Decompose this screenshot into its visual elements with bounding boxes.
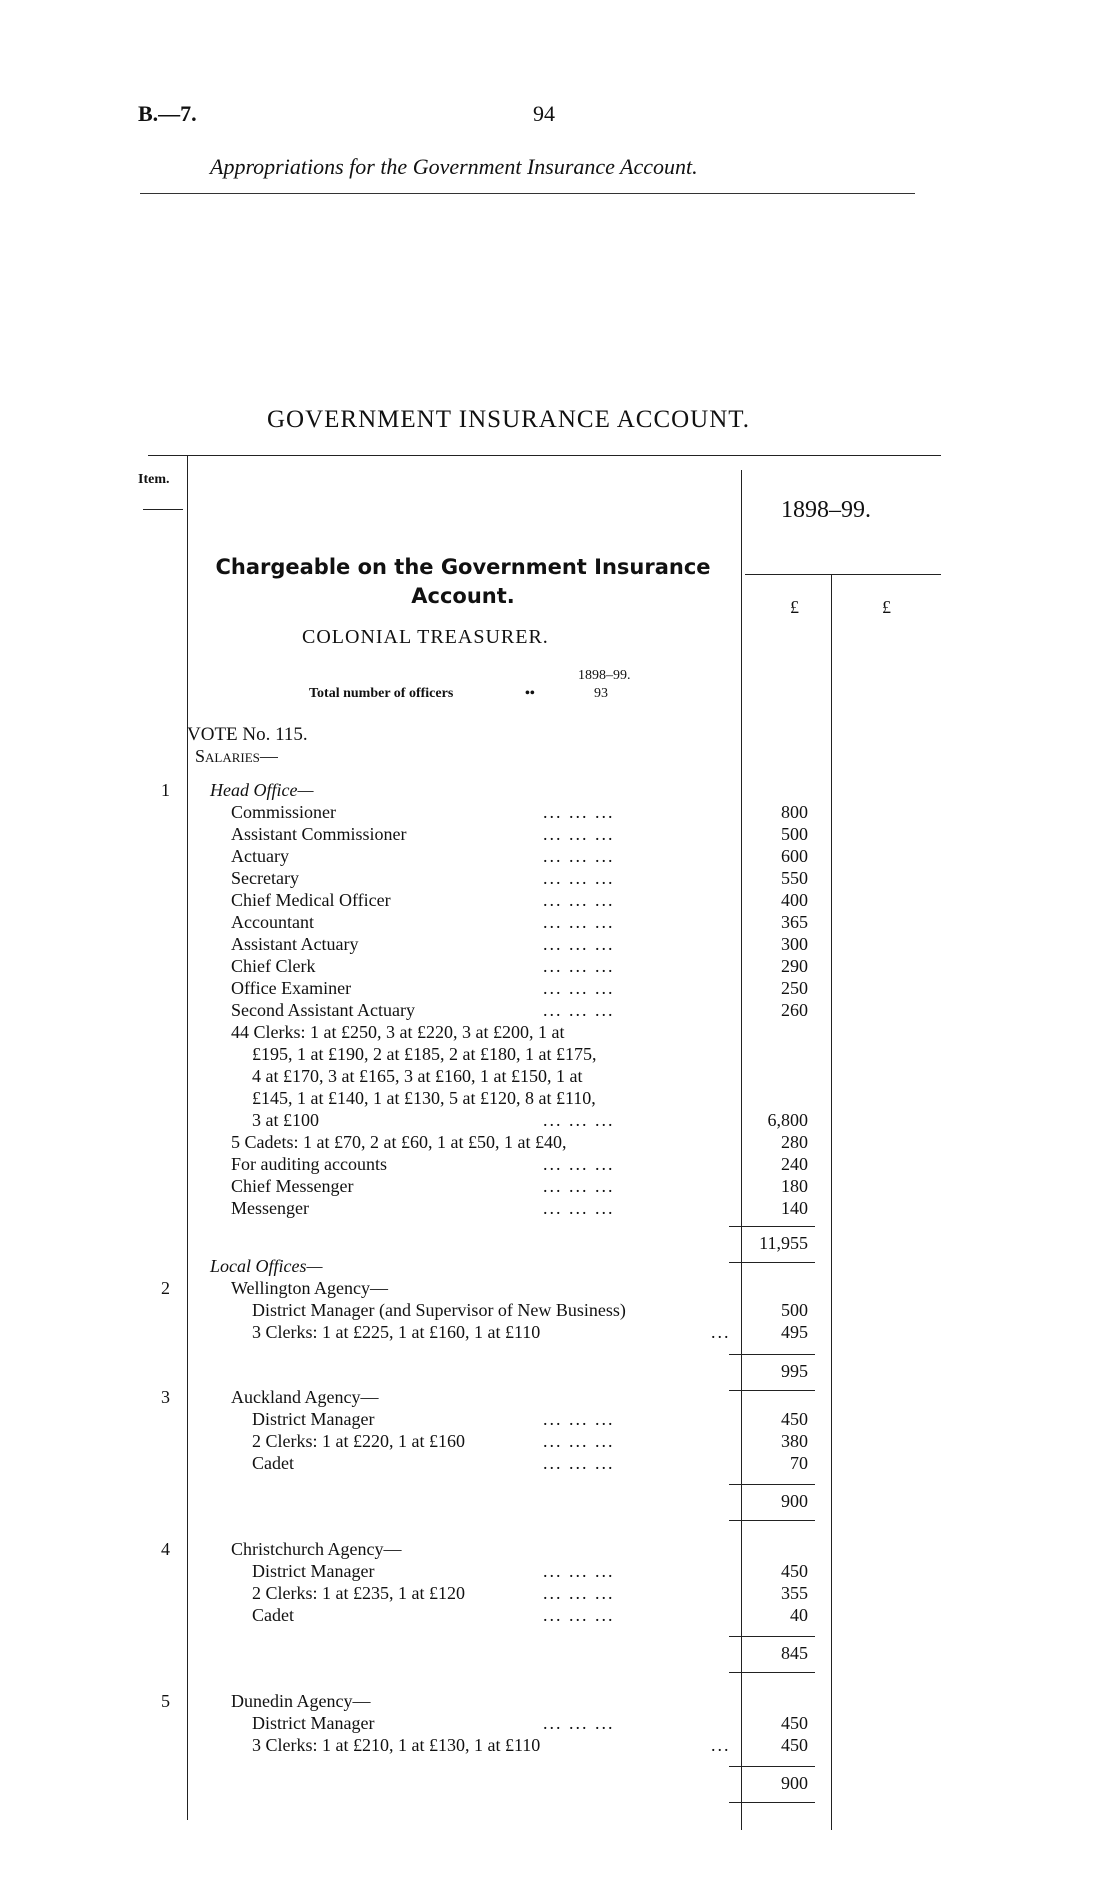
list-item: Secretary [231,868,299,888]
officers-leader: •• [525,686,535,701]
amount-cell: 495 [781,1322,808,1342]
total-rule [729,1802,815,1803]
amount-cell: 260 [781,1000,808,1020]
item-column-header: Item. [138,472,170,487]
list-item: £195, 1 at £190, 2 at £185, 2 at £180, 1 at £175, [252,1044,597,1064]
amount-cell: 70 [790,1453,808,1473]
total-rule [729,1354,815,1355]
department-heading: COLONIAL TREASURER. [302,626,549,648]
amount-column-rule-mid [831,575,832,1830]
list-item: 4 at £170, 3 at £165, 3 at £160, 1 at £150, 1 at [252,1066,583,1086]
agency-heading: Auckland Agency— [231,1387,379,1407]
agency-heading: Dunedin Agency— [231,1691,371,1711]
amount-cell: 450 [781,1735,808,1755]
leader-dots: ... ... ... [543,868,615,888]
leader-dots: ... ... ... [543,1176,615,1196]
amount-cell: 290 [781,956,808,976]
agency-heading: Christchurch Agency— [231,1539,402,1559]
agency-heading: Wellington Agency— [231,1278,389,1298]
officers-label: Total number of officers [309,686,454,701]
year-column-header: 1898–99. [781,497,871,523]
amount-cell: 355 [781,1583,808,1603]
list-item: For auditing accounts [231,1154,387,1174]
leader-dots: ... ... ... [543,1713,615,1733]
leader-dots: ... ... ... [543,1453,615,1473]
amount-cell: 450 [781,1561,808,1581]
leader-dots: ... ... ... [543,1605,615,1625]
leader-dots: ... [711,1322,731,1342]
header-rule [140,193,915,194]
amount-cell: 600 [781,846,808,866]
amount-cell: 550 [781,868,808,888]
year-head-rule [745,574,941,575]
list-item: 3 Clerks: 1 at £225, 1 at £160, 1 at £110 [252,1322,541,1342]
local-offices-heading: Local Offices— [210,1256,323,1276]
col1-unit: £ [790,597,799,617]
list-item: Commissioner [231,802,337,822]
page-title: GOVERNMENT INSURANCE ACCOUNT. [267,406,750,433]
leader-dots: ... ... ... [543,1000,615,1020]
total-rule [729,1520,815,1521]
amount-cell: 380 [781,1431,808,1451]
leader-dots: ... ... ... [543,1583,615,1603]
amount-cell: 500 [781,1300,808,1320]
leader-dots: ... [711,1735,731,1755]
amount-cell: 300 [781,934,808,954]
list-item: 2 Clerks: 1 at £220, 1 at £160 [252,1431,465,1451]
amount-cell: 6,800 [767,1110,808,1130]
leader-dots: ... ... ... [543,824,615,844]
list-item: Office Examiner [231,978,352,998]
document-reference: B.—7. [138,101,197,126]
item-total: 900 [781,1773,808,1793]
leader-dots: ... ... ... [543,956,615,976]
item-number: 1 [161,780,170,800]
amount-cell: 250 [781,978,808,998]
leader-dots: ... ... ... [543,890,615,910]
list-item: 3 Clerks: 1 at £210, 1 at £130, 1 at £110 [252,1735,541,1755]
list-item: Actuary [231,846,289,866]
list-item: Cadet [252,1605,294,1625]
item-number: 4 [161,1539,170,1559]
list-item: Chief Medical Officer [231,890,391,910]
total-rule [729,1672,815,1673]
amount-column-rule-left [741,470,742,1830]
total-rule [729,1636,815,1637]
head-office-heading: Head Office— [210,780,314,800]
amount-cell: 450 [781,1713,808,1733]
amount-cell: 180 [781,1176,808,1196]
leader-dots: ... ... ... [543,978,615,998]
list-item: 2 Clerks: 1 at £235, 1 at £120 [252,1583,465,1603]
item-total: 11,955 [759,1233,808,1253]
leader-dots: ... ... ... [543,846,615,866]
amount-cell: 450 [781,1409,808,1429]
amount-cell: 500 [781,824,808,844]
amount-cell: 365 [781,912,808,932]
total-rule [729,1766,815,1767]
list-item: District Manager [252,1561,375,1581]
item-total: 845 [781,1643,808,1663]
amount-cell: 280 [781,1132,808,1152]
page-subtitle: Appropriations for the Government Insurance Account. [210,154,698,179]
total-rule [729,1484,815,1485]
item-column-rule [187,456,188,1820]
leader-dots: ... ... ... [543,1561,615,1581]
salaries-heading: Salaries— [195,746,278,766]
list-item: Messenger [231,1198,309,1218]
list-item: Chief Messenger [231,1176,354,1196]
leader-dots: ... ... ... [543,802,615,822]
list-item: Second Assistant Actuary [231,1000,415,1020]
list-item: £145, 1 at £140, 1 at £130, 5 at £120, 8 at £110, [252,1088,596,1108]
list-item: 44 Clerks: 1 at £250, 3 at £220, 3 at £200, 1 at [231,1022,565,1042]
list-item: District Manager (and Supervisor of New Business) [252,1300,626,1320]
amount-cell: 240 [781,1154,808,1174]
item-head-rule [143,509,183,510]
leader-dots: ... ... ... [543,934,615,954]
section-title: Chargeable on the Government Insurance Account. [215,555,711,608]
list-item: Assistant Commissioner [231,824,407,844]
list-item: 3 at £100 [252,1110,319,1130]
list-item: District Manager [252,1713,375,1733]
leader-dots: ... ... ... [543,1110,615,1130]
amount-cell: 400 [781,890,808,910]
item-total: 900 [781,1491,808,1511]
leader-dots: ... ... ... [543,1198,615,1218]
list-item: District Manager [252,1409,375,1429]
list-item: Cadet [252,1453,294,1473]
officers-year: 1898–99. [578,668,631,683]
vote-heading: VOTE No. 115. [187,724,308,745]
amount-cell: 140 [781,1198,808,1218]
amount-cell: 800 [781,802,808,822]
page-number: 94 [533,101,555,126]
total-rule [729,1390,815,1391]
list-item: Assistant Actuary [231,934,359,954]
leader-dots: ... ... ... [543,912,615,932]
officers-count: 93 [594,686,608,701]
list-item: Accountant [231,912,314,932]
list-item: Chief Clerk [231,956,316,976]
leader-dots: ... ... ... [543,1154,615,1174]
item-number: 2 [161,1278,170,1298]
total-rule [729,1226,815,1227]
list-item: 5 Cadets: 1 at £70, 2 at £60, 1 at £50, 1 at £40, [231,1132,567,1152]
item-number: 3 [161,1387,170,1407]
leader-dots: ... ... ... [543,1409,615,1429]
table-top-rule [148,455,941,456]
item-number: 5 [161,1691,170,1711]
total-rule [729,1262,815,1263]
col2-unit: £ [882,597,891,617]
amount-cell: 40 [790,1605,808,1625]
leader-dots: ... ... ... [543,1431,615,1451]
item-total: 995 [781,1361,808,1381]
